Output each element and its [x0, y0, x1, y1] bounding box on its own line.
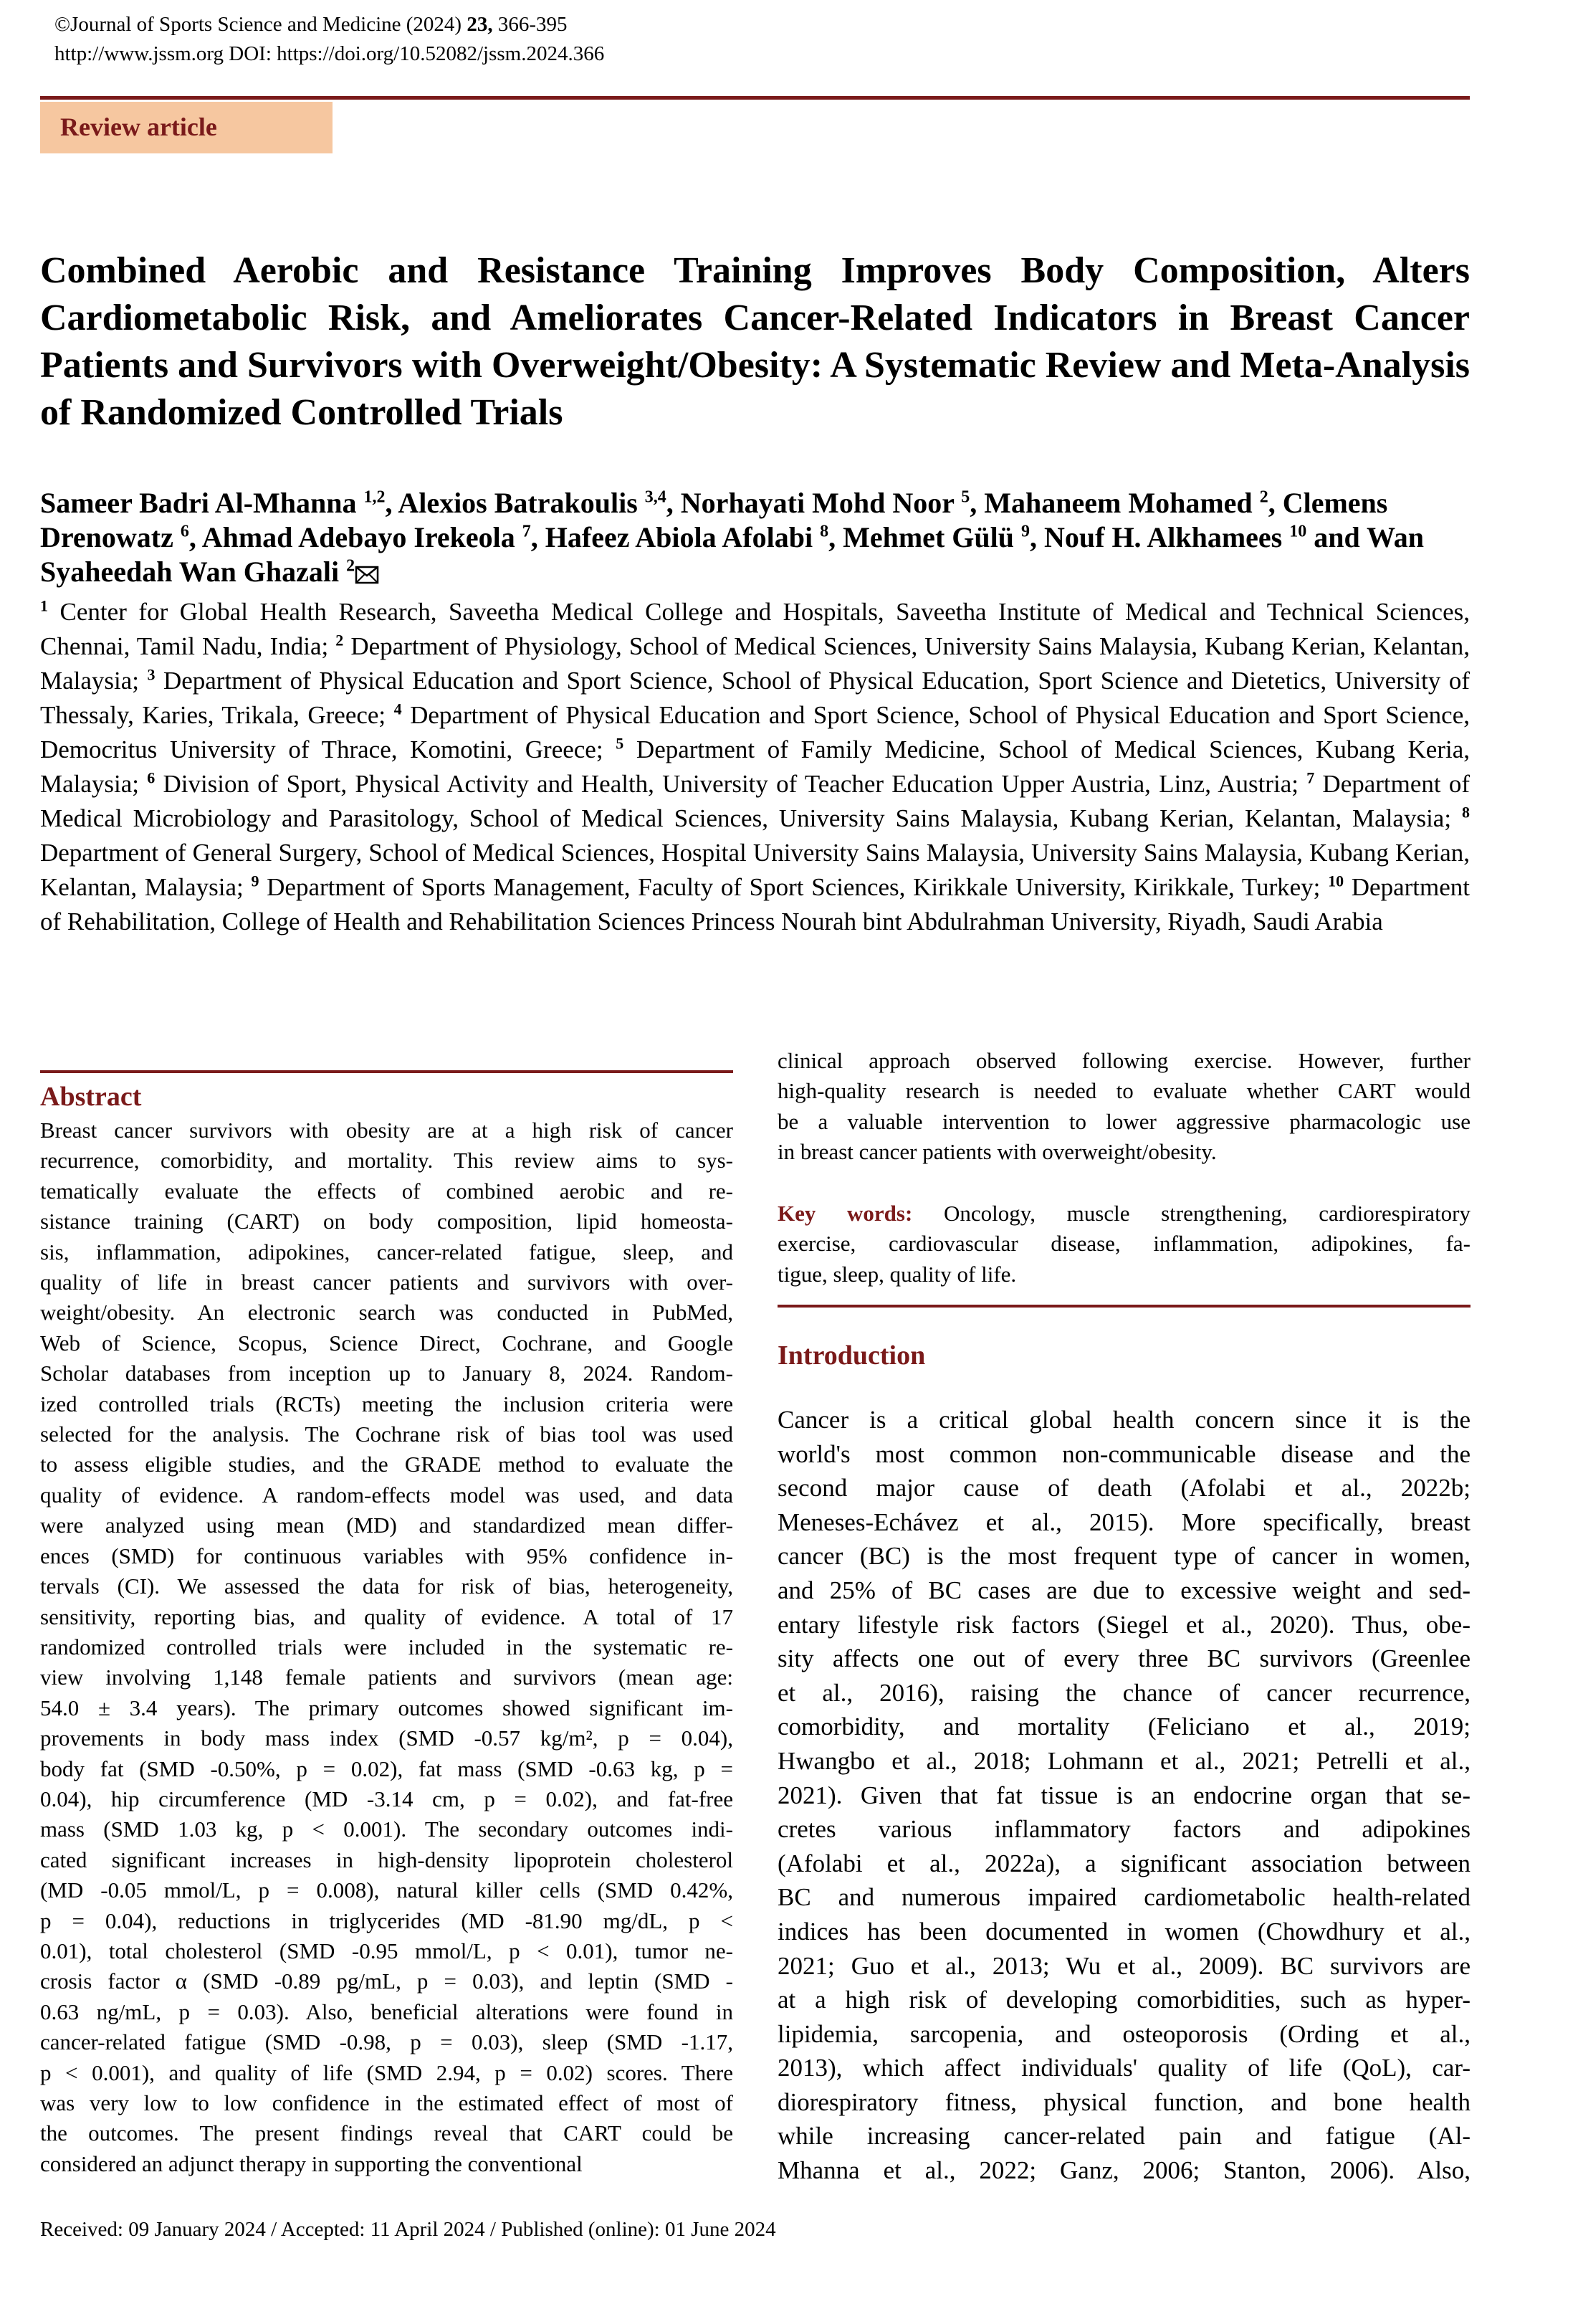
abstract-line: were analyzed using mean (MD) and standardized mean differ- — [40, 1513, 733, 1538]
author-affiliation-number: 3,4 — [644, 487, 666, 507]
keywords-text: tigue, sleep, quality of life. — [778, 1261, 1017, 1287]
author-name: Mahaneem Mohamed — [984, 487, 1260, 519]
author-separator: , — [530, 521, 545, 553]
introduction-line: entary lifestyle risk factors (Siegel et al., 2020). Thus, obe- — [778, 1610, 1471, 1639]
affiliation-number: 2 — [335, 631, 344, 649]
introduction-line: 2021; Guo et al., 2013; Wu et al., 2009). BC survivors are — [778, 1951, 1471, 1980]
keywords — [778, 1199, 1471, 1290]
affiliation-text: Division of Sport, Physical Activity and Health, University of Teacher Education Upper Austria, Linz, Austria; — [155, 770, 1307, 798]
abstract-line: the outcomes. The present findings reveal that CART could be — [40, 2120, 733, 2146]
keywords-text: exercise, cardiovascular disease, inflammation, adipokines, fa- — [778, 1231, 1471, 1257]
author-name: Hafeez Abiola Afolabi — [545, 521, 821, 553]
abstract-line: recurrence, comorbidity, and mortality. This review aims to sys- — [40, 1148, 733, 1173]
abstract-body — [40, 1115, 733, 2179]
abstract-line: be a valuable intervention to lower aggressive pharmacologic use — [778, 1108, 1471, 1134]
introduction-line: Meneses-Echávez et al., 2015). More specifically, breast — [778, 1508, 1471, 1536]
affiliation-number: 3 — [147, 665, 156, 684]
author-name: Sameer Badri Al-Mhanna — [40, 487, 364, 519]
introduction-line: et al., 2016), raising the chance of cancer recurrence, — [778, 1678, 1471, 1707]
abstract-line: p < 0.001), and quality of life (SMD 2.94, p = 0.02) scores. There — [40, 2059, 733, 2085]
author-list — [40, 486, 1470, 589]
abstract-line: Web of Science, Scopus, Science Direct, Cochrane, and Google — [40, 1330, 733, 1356]
affiliation-text: Department of General Surgery, School of Medical Sciences, Hospital University Sains Malaysia, University Sains Malaysia, Kubang Kerian, Kelantan, Malaysia; — [40, 839, 1470, 901]
introduction-line: Cancer is a critical global health concern since it is the — [778, 1406, 1471, 1434]
author-name: Norhayati Mohd Noor — [680, 487, 962, 519]
abstract-line: in breast cancer patients with overweight/obesity. — [778, 1139, 1217, 1165]
keywords-bottom-rule — [778, 1305, 1471, 1308]
abstract-line: ences (SMD) for continuous variables with 95% confidence in- — [40, 1543, 733, 1568]
author-separator: , — [666, 487, 681, 519]
affiliation-text: Department of Physiology, School of Medical Sciences, University Sains Malaysia, Kubang Kerian, Kelantan, Malaysia; — [40, 632, 1470, 695]
abstract-line: crosis factor α (SMD -0.89 pg/mL, p = 0.03), and leptin (SMD - — [40, 1968, 733, 1994]
introduction-heading: Introduction — [778, 1340, 926, 1371]
abstract-line: considered an adjunct therapy in supporting the conventional — [40, 2151, 583, 2176]
abstract-line: provements in body mass index (SMD -0.57 kg/m², p = 0.04), — [40, 1725, 733, 1751]
abstract-line: cancer-related fatigue (SMD -0.98, p = 0.03), sleep (SMD -1.17, — [40, 2029, 733, 2055]
affiliation-text: Department of Medical Microbiology and Parasitology, School of Medical Sciences, University Sains Malaysia, Kubang Kerian, Kelantan, Malaysia; — [40, 770, 1470, 832]
introduction-line: BC and numerous impaired cardiometabolic health-related — [778, 1883, 1471, 1912]
introduction-line: Mhanna et al., 2022; Ganz, 2006; Stanton, 2006). Also, — [778, 2156, 1471, 2185]
abstract-continued — [778, 1046, 1471, 1168]
affiliation-number: 1 — [40, 596, 48, 615]
author-affiliation-number: 1,2 — [363, 487, 386, 507]
abstract-line: ized controlled trials (RCTs) meeting the inclusion criteria were — [40, 1391, 733, 1416]
abstract-top-rule — [40, 1070, 733, 1073]
abstract-line: quality of evidence. A random-effects model was used, and data — [40, 1482, 733, 1508]
abstract-line: 54.0 ± 3.4 years). The primary outcomes showed significant im- — [40, 1695, 733, 1720]
introduction-line: (Afolabi et al., 2022a), a significant association between — [778, 1849, 1471, 1877]
affiliation-text: Center for Global Health Research, Saveetha Medical College and Hospitals, Saveetha Institute of Medical and Technical Sciences, Chennai, Tamil Nadu, India; — [40, 598, 1470, 660]
author-separator: , — [188, 521, 202, 553]
abstract-line: Breast cancer survivors with obesity are at a high risk of cancer — [40, 1118, 733, 1143]
abstract-line: mass (SMD 1.03 kg, p < 0.001). The secondary outcomes indi- — [40, 1816, 733, 1842]
introduction-line: 2021). Given that fat tissue is an endocrine organ that se- — [778, 1781, 1471, 1809]
envelope-icon — [355, 566, 379, 584]
keywords-text: Oncology, muscle strengthening, cardiorespiratory — [943, 1201, 1471, 1226]
keywords-line — [778, 1259, 1471, 1290]
affiliation-number: 8 — [1462, 803, 1470, 822]
author-affiliation-number: 5 — [961, 487, 970, 507]
introduction-line: cretes various inflammatory factors and adipokines — [778, 1815, 1471, 1844]
introduction-line: and 25% of BC cases are due to excessive weight and sed- — [778, 1576, 1471, 1604]
introduction-line: Hwangbo et al., 2018; Lohmann et al., 2021; Petrelli et al., — [778, 1746, 1471, 1775]
abstract-line: tematically evaluate the effects of combined aerobic and re- — [40, 1178, 733, 1204]
header-rule — [40, 96, 1470, 100]
author-affiliation-number: 2 — [1259, 487, 1268, 507]
abstract-line: cated significant increases in high-density lipoprotein cholesterol — [40, 1847, 733, 1872]
abstract-heading: Abstract — [40, 1082, 142, 1112]
author-separator: and — [1306, 521, 1367, 553]
abstract-line: p = 0.04), reductions in triglycerides (MD -81.90 mg/dL, p < — [40, 1908, 733, 1933]
introduction-line: world's most common non-communicable disease and the — [778, 1439, 1471, 1468]
author-affiliation-number: 9 — [1020, 522, 1030, 541]
abstract-line: 0.63 ng/mL, p = 0.03). Also, beneficial alterations were found in — [40, 1999, 733, 2024]
abstract-line: (MD -0.05 mmol/L, p = 0.008), natural killer cells (SMD 0.42%, — [40, 1877, 733, 1903]
abstract-line: 0.01), total cholesterol (SMD -0.95 mmol/L, p < 0.01), tumor ne- — [40, 1938, 733, 1963]
affiliation-text: Department of Physical Education and Sport Science, School of Physical Education and Sport Science, Democritus University of Thrace, Komotini, Greece; — [40, 701, 1470, 763]
journal-header — [54, 10, 604, 69]
abstract-line: sis, inflammation, adipokines, cancer-related fatigue, sleep, and — [40, 1239, 733, 1265]
affiliation-number: 9 — [251, 872, 259, 890]
introduction-line: second major cause of death (Afolabi et al., 2022b; — [778, 1474, 1471, 1502]
affiliation-number: 5 — [616, 734, 624, 753]
author-name: Ahmad Adebayo Irekeola — [201, 521, 522, 553]
author-name: Clemens Drenowatz — [40, 487, 1388, 553]
introduction-line: while increasing cancer-related pain and fatigue (Al- — [778, 2122, 1471, 2151]
introduction-line: cancer (BC) is the most frequent type of cancer in women, — [778, 1542, 1471, 1571]
abstract-line: view involving 1,148 female patients and survivors (mean age: — [40, 1665, 733, 1690]
author-affiliation-number: 7 — [522, 522, 531, 541]
article-type-label: Review article — [60, 113, 217, 141]
article-title: Combined Aerobic and Resistance Training Improves Body Composition, Alters Cardiometabolic Risk, and Ameliorates Cancer-Related Indicators in Breast Cancer Patients and Survivors with Overweight/Obesity: A Systematic Review and Meta-Analysis of Randomized Controlled Trials — [40, 250, 1470, 433]
author-separator: , — [1029, 521, 1044, 553]
affiliation-number: 7 — [1306, 768, 1315, 787]
article-type-badge — [40, 102, 333, 153]
publication-dates: Received: 09 January 2024 / Accepted: 11 April 2024 / Published (online): 01 June 2024 — [40, 2218, 776, 2241]
affiliation-text: Department of Sports Management, Faculty of Sport Sciences, Kirikkale University, Kirikkale, Turkey; — [259, 873, 1329, 901]
abstract-line: high-quality research is needed to evaluate whether CART would — [778, 1078, 1471, 1104]
abstract-line: selected for the analysis. The Cochrane risk of bias tool was used — [40, 1421, 733, 1447]
introduction-line: 2013), which affect individuals' quality of life (QoL), car- — [778, 2054, 1471, 2082]
abstract-line: weight/obesity. An electronic search was conducted in PubMed, — [40, 1300, 733, 1325]
keywords-label: Key words: — [778, 1201, 944, 1226]
affiliation-text: Department of Physical Education and Sport Science, School of Physical Education, Sport Science and Dietetics, University of Thessaly, Karies, Trikala, Greece; — [40, 667, 1470, 729]
abstract-line: clinical approach observed following exercise. However, further — [778, 1048, 1471, 1073]
affiliation-number: 4 — [393, 700, 402, 718]
author-name: Nouf H. Alkhamees — [1043, 521, 1290, 553]
abstract-line: quality of life in breast cancer patients and survivors with over- — [40, 1270, 733, 1295]
keywords-line — [778, 1199, 1471, 1229]
author-name: Alexios Batrakoulis — [398, 487, 645, 519]
abstract-line: sistance training (CART) on body composition, lipid homeosta- — [40, 1209, 733, 1234]
introduction-line: comorbidity, and mortality (Feliciano et al., 2019; — [778, 1713, 1471, 1741]
author-separator: , — [1268, 487, 1283, 519]
affiliations — [40, 595, 1470, 939]
author-separator: , — [970, 487, 985, 519]
introduction-line: diorespiratory fitness, physical function, and bone health — [778, 2087, 1471, 2116]
author-separator: , — [385, 487, 398, 519]
introduction-line: lipidemia, sarcopenia, and osteoporosis (Ording et al., — [778, 2019, 1471, 2048]
author-separator: , — [828, 521, 843, 553]
author-affiliation-number: 10 — [1289, 522, 1307, 541]
abstract-line: Scholar databases from inception up to January 8, 2024. Random- — [40, 1361, 733, 1386]
author-affiliation-number: 2 — [346, 556, 355, 576]
author-affiliation-number: 6 — [180, 522, 189, 541]
abstract-line: to assess eligible studies, and the GRADE method to evaluate the — [40, 1452, 733, 1477]
affiliation-text: Department of Rehabilitation, College of Health and Rehabilitation Sciences Princess Nourah bint Abdulrahman University, Riyadh, Saudi Arabia — [40, 873, 1470, 935]
abstract-line: tervals (CI). We assessed the data for risk of bias, heterogeneity, — [40, 1573, 733, 1599]
affiliation-number: 6 — [147, 768, 156, 787]
keywords-line — [778, 1229, 1471, 1259]
abstract-line: 0.04), hip circumference (MD -3.14 cm, p = 0.02), and fat-free — [40, 1786, 733, 1811]
introduction-line: sity affects one out of every three BC survivors (Greenlee — [778, 1644, 1471, 1673]
author-name: Wan Syaheedah Wan Ghazali — [40, 521, 1425, 588]
journal-citation: ©Journal of Sports Science and Medicine (2024) 23, 366-395 — [54, 13, 568, 36]
abstract-line: randomized controlled trials were included in the systematic re- — [40, 1634, 733, 1659]
introduction-body — [778, 1403, 1471, 2188]
introduction-line: indices has been documented in women (Chowdhury et al., — [778, 1917, 1471, 1946]
affiliation-text: Department of Family Medicine, School of Medical Sciences, Kubang Keria, Malaysia; — [40, 735, 1471, 798]
abstract-line: body fat (SMD -0.50%, p = 0.02), fat mass (SMD -0.63 kg, p = — [40, 1756, 733, 1781]
abstract-line: was very low to low confidence in the estimated effect of most of — [40, 2090, 733, 2115]
journal-url-doi[interactable]: http://www.jssm.org DOI: https://doi.org/10.52082/jssm.2024.366 — [54, 42, 605, 65]
abstract-line: sensitivity, reporting bias, and quality of evidence. A total of 17 — [40, 1604, 733, 1629]
affiliation-number: 10 — [1328, 872, 1344, 890]
author-name: Mehmet Gülü — [843, 521, 1021, 553]
introduction-line: at a high risk of developing comorbidities, such as hyper- — [778, 1986, 1471, 2014]
author-affiliation-number: 8 — [820, 522, 829, 541]
